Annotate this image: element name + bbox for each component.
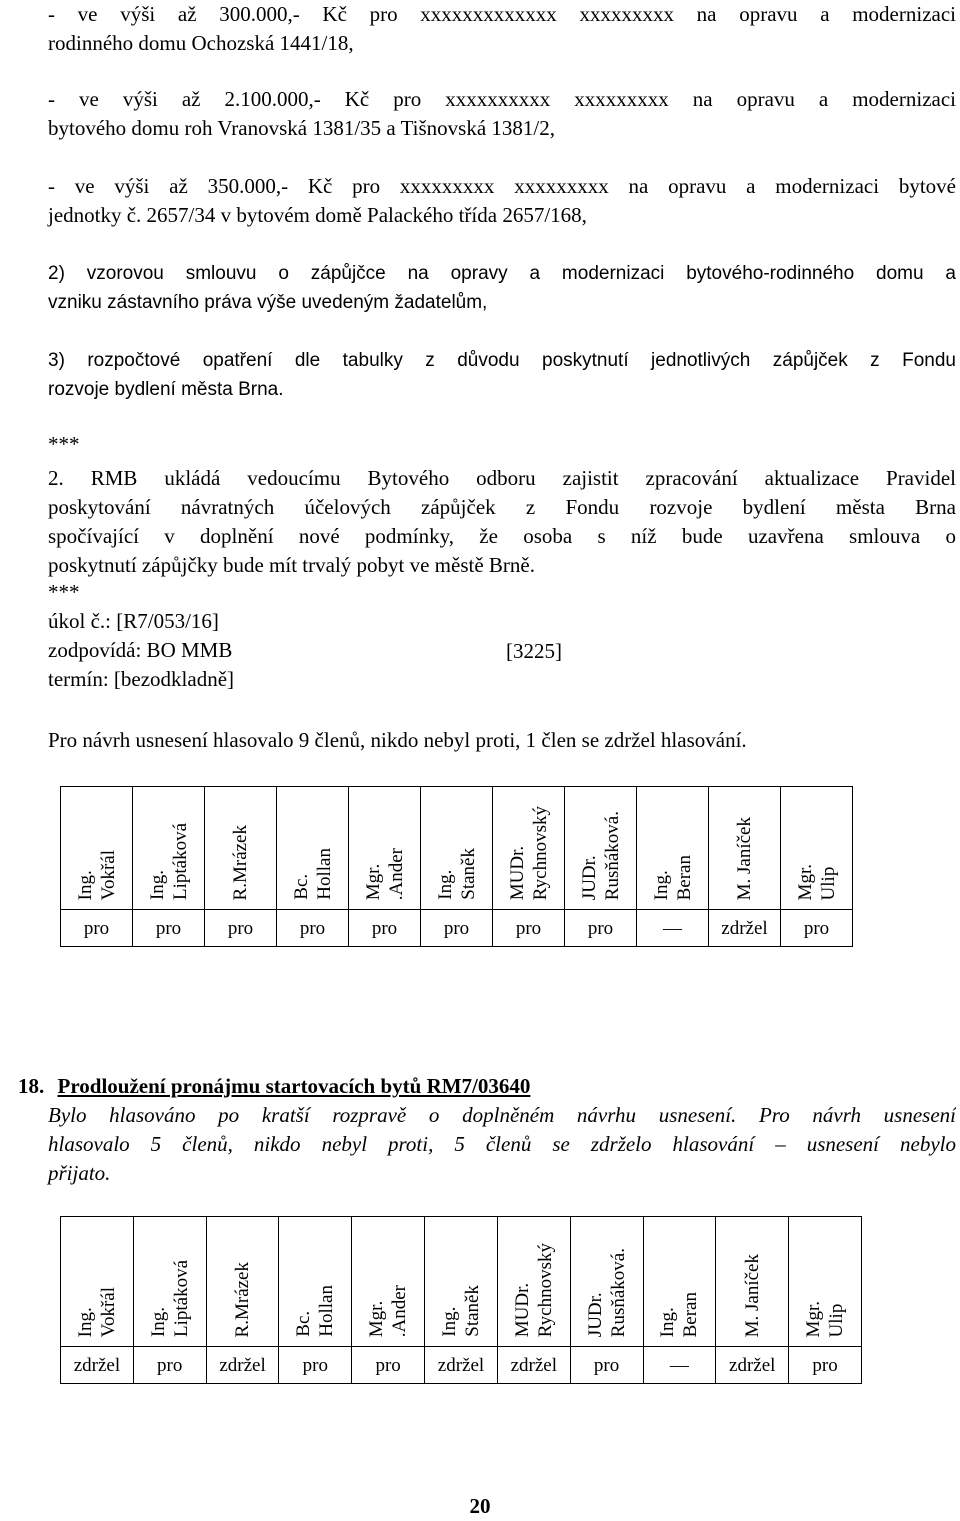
member-name bbox=[733, 812, 756, 900]
member-name-line: Ing. bbox=[657, 1306, 679, 1337]
text-line: přijato. bbox=[48, 1161, 111, 1185]
vote-cell: –– bbox=[637, 910, 709, 947]
member-name-line: Rusňáková. bbox=[601, 810, 623, 900]
vote-table-header bbox=[61, 787, 853, 910]
member-name-line: M. Janíček bbox=[734, 816, 755, 900]
vote-cell: zdržel bbox=[716, 1347, 789, 1384]
member-name-line: Hollan bbox=[316, 1285, 338, 1337]
text-line: 2. RMB ukládá vedoucímu Bytového odboru zajistit zpracování aktualizace Pravidel bbox=[48, 466, 956, 490]
member-cell bbox=[206, 1217, 279, 1347]
text-line: rozvoje bydlení města Brna. bbox=[48, 379, 284, 400]
member-name bbox=[584, 1243, 630, 1337]
member-name bbox=[656, 1287, 702, 1337]
member-name-line: JUDr. bbox=[584, 1292, 606, 1337]
vote-table-2 bbox=[60, 1216, 862, 1384]
member-name bbox=[741, 1249, 764, 1337]
member-name-line: Mgr. bbox=[794, 863, 816, 900]
member-cell bbox=[789, 1217, 862, 1347]
member-name bbox=[506, 801, 552, 900]
vote-cell: pro bbox=[570, 1347, 643, 1384]
member-cell bbox=[493, 787, 565, 910]
vote-cell: zdržel bbox=[709, 910, 781, 947]
member-cell bbox=[133, 1217, 206, 1347]
member-cell bbox=[279, 1217, 352, 1347]
section-number: 18. bbox=[18, 1074, 45, 1098]
text-line: vzniku zástavního práva výše uvedeným žadatelům, bbox=[48, 292, 488, 313]
member-name-line: Liptáková bbox=[170, 1259, 192, 1337]
item-c bbox=[48, 172, 956, 230]
item-a bbox=[48, 0, 956, 58]
member-name bbox=[146, 818, 192, 900]
text-line: hlasovalo 5 členů, nikdo nebyl proti, 5 členů se zdrželo hlasování – usnesení nebylo bbox=[48, 1132, 956, 1156]
member-name-line: Ulip bbox=[817, 866, 839, 900]
member-cell bbox=[61, 1217, 134, 1347]
member-name-line: Mgr. bbox=[366, 1300, 388, 1337]
task-number: úkol č.: [R7/053/16] bbox=[48, 609, 219, 633]
vote-cell: zdržel bbox=[61, 1347, 134, 1384]
member-name bbox=[434, 843, 480, 900]
member-name-line: Ing. bbox=[74, 869, 96, 900]
member-name bbox=[802, 1296, 848, 1337]
member-name bbox=[511, 1238, 557, 1337]
member-name-line: Bc. bbox=[290, 874, 312, 900]
member-name-line: Ing. bbox=[74, 1306, 96, 1337]
member-name-line: Mgr. bbox=[362, 863, 384, 900]
text-line: bytového domu roh Vranovská 1381/35 a Tišnovská 1381/2, bbox=[48, 116, 556, 140]
member-cell bbox=[637, 787, 709, 910]
vote-cell: zdržel bbox=[497, 1347, 570, 1384]
member-name-line: Ulip bbox=[826, 1303, 848, 1337]
member-cell bbox=[61, 787, 133, 910]
member-name bbox=[292, 1280, 338, 1337]
member-name-line: Hollan bbox=[313, 848, 335, 900]
section-title: Prodloužení pronájmu startovacích bytů RM7/03640 bbox=[57, 1074, 531, 1098]
member-name bbox=[231, 1257, 254, 1337]
member-name-line: Staněk bbox=[457, 848, 479, 900]
task-deadline: termín: [bezodkladně] bbox=[48, 667, 235, 691]
vote-cell: pro bbox=[133, 1347, 206, 1384]
member-name bbox=[650, 850, 696, 900]
member-name-line: Staněk bbox=[461, 1285, 483, 1337]
member-name-line: M. Janíček bbox=[741, 1253, 763, 1337]
member-cell bbox=[205, 787, 277, 910]
member-cell bbox=[497, 1217, 570, 1347]
member-cell bbox=[133, 787, 205, 910]
member-name-line: Ing. bbox=[434, 869, 456, 900]
text-line: poskytnutí zápůjčky bude mít trvalý pobyt ve městě Brně. bbox=[48, 553, 535, 577]
member-name-line: Vokřál bbox=[97, 849, 119, 900]
member-name-line: JUDr. bbox=[578, 855, 600, 900]
member-name-line: Rychnovský bbox=[534, 1242, 556, 1337]
item-b bbox=[48, 85, 956, 143]
member-name-line: R.Mrázek bbox=[230, 824, 251, 900]
text-line: - ve výši až 300.000,- Kč pro xxxxxxxxxxxxx xxxxxxxxx na opravu a modernizaci bbox=[48, 2, 956, 26]
member-name-line: MUDr. bbox=[506, 845, 528, 900]
member-name bbox=[365, 1280, 411, 1337]
member-name bbox=[578, 806, 624, 900]
section-18-heading bbox=[18, 1072, 956, 1101]
text-line: spočívající v doplnění nové podmínky, že osoba s níž bude uzavřena smlouva o bbox=[48, 524, 956, 548]
member-name-line: R.Mrázek bbox=[232, 1261, 254, 1337]
vote-cell: pro bbox=[565, 910, 637, 947]
vote-table-1 bbox=[60, 786, 853, 947]
page-number: 20 bbox=[469, 1494, 491, 1518]
member-cell bbox=[349, 787, 421, 910]
member-name bbox=[74, 845, 120, 900]
member-name-line: Vokřál bbox=[97, 1286, 119, 1337]
member-cell bbox=[570, 1217, 643, 1347]
member-name-line: Beran bbox=[673, 854, 695, 900]
item-3 bbox=[48, 346, 956, 404]
member-name bbox=[229, 820, 252, 900]
member-cell bbox=[425, 1217, 498, 1347]
separator-2: *** bbox=[48, 580, 80, 604]
member-name bbox=[362, 843, 408, 900]
member-cell bbox=[421, 787, 493, 910]
text-line: 3) rozpočtové opatření dle tabulky z důvodu poskytnutí jednotlivých zápůjček z Fondu bbox=[48, 350, 956, 371]
member-cell bbox=[352, 1217, 425, 1347]
resolution-2 bbox=[48, 464, 956, 580]
member-cell bbox=[643, 1217, 716, 1347]
text-line: rodinného domu Ochozská 1441/18, bbox=[48, 31, 354, 55]
item-2 bbox=[48, 259, 956, 317]
separator-1: *** bbox=[48, 432, 80, 456]
member-name-line: Mgr. bbox=[803, 1300, 825, 1337]
vote-cell: pro bbox=[61, 910, 133, 947]
member-name-line: .Ander bbox=[385, 847, 407, 900]
text-line: 2) vzorovou smlouvu o zápůjčce na opravy a modernizaci bytového-rodinného domu a bbox=[48, 263, 956, 284]
vote-cell: pro bbox=[781, 910, 853, 947]
task-code: [3225] bbox=[506, 639, 562, 663]
vote-cell: zdržel bbox=[206, 1347, 279, 1384]
member-name bbox=[438, 1280, 484, 1337]
text-line: Bylo hlasováno po kratší rozpravě o doplněném návrhu usnesení. Pro návrh usnesení bbox=[48, 1103, 956, 1127]
member-name bbox=[290, 843, 336, 900]
vote-cell: pro bbox=[277, 910, 349, 947]
vote-cell: pro bbox=[493, 910, 565, 947]
member-name-line: Rychnovský bbox=[529, 805, 551, 900]
vote-cell: –– bbox=[643, 1347, 716, 1384]
member-name-line: Beran bbox=[680, 1291, 702, 1337]
member-name bbox=[794, 859, 840, 900]
member-name-line: Ing. bbox=[650, 869, 672, 900]
vote-cell: pro bbox=[349, 910, 421, 947]
member-name-line: Liptáková bbox=[169, 822, 191, 900]
member-cell bbox=[565, 787, 637, 910]
vote-cell: pro bbox=[352, 1347, 425, 1384]
text-line: - ve výši až 350.000,- Kč pro xxxxxxxxx xxxxxxxxx na opravu a modernizaci bytové bbox=[48, 174, 956, 198]
vote-table-header bbox=[61, 1217, 862, 1347]
task-responsible: zodpovídá: BO MMB bbox=[48, 638, 233, 662]
member-cell bbox=[277, 787, 349, 910]
member-name-line: Ing. bbox=[147, 1306, 169, 1337]
member-cell bbox=[716, 1217, 789, 1347]
vote-cell: pro bbox=[205, 910, 277, 947]
vote-cell: pro bbox=[789, 1347, 862, 1384]
vote-table-values bbox=[61, 1347, 862, 1384]
member-name-line: Rusňáková. bbox=[607, 1247, 629, 1337]
member-name-line: MUDr. bbox=[511, 1282, 533, 1337]
vote-summary-1: Pro návrh usnesení hlasovalo 9 členů, nikdo nebyl proti, 1 člen se zdržel hlasování. bbox=[48, 728, 747, 752]
text-line: poskytování návratných účelových zápůjček z Fondu rozvoje bydlení města Brna bbox=[48, 495, 956, 519]
member-name-line: Ing. bbox=[146, 869, 168, 900]
vote-cell: pro bbox=[133, 910, 205, 947]
member-cell bbox=[781, 787, 853, 910]
vote-table-values bbox=[61, 910, 853, 947]
member-cell bbox=[709, 787, 781, 910]
vote-cell: pro bbox=[421, 910, 493, 947]
member-name-line: Bc. bbox=[293, 1311, 315, 1337]
text-line: jednotky č. 2657/34 v bytovém domě Palackého třída 2657/168, bbox=[48, 203, 587, 227]
vote-cell: zdržel bbox=[425, 1347, 498, 1384]
member-name bbox=[147, 1255, 193, 1337]
member-name-line: Ing. bbox=[438, 1306, 460, 1337]
member-name-line: .Ander bbox=[389, 1284, 411, 1337]
task-block bbox=[48, 607, 648, 697]
text-line: - ve výši až 2.100.000,- Kč pro xxxxxxxxxx xxxxxxxxx na opravu a modernizaci bbox=[48, 87, 956, 111]
member-name bbox=[74, 1282, 120, 1337]
vote-cell: pro bbox=[279, 1347, 352, 1384]
section-18-note bbox=[48, 1101, 956, 1188]
